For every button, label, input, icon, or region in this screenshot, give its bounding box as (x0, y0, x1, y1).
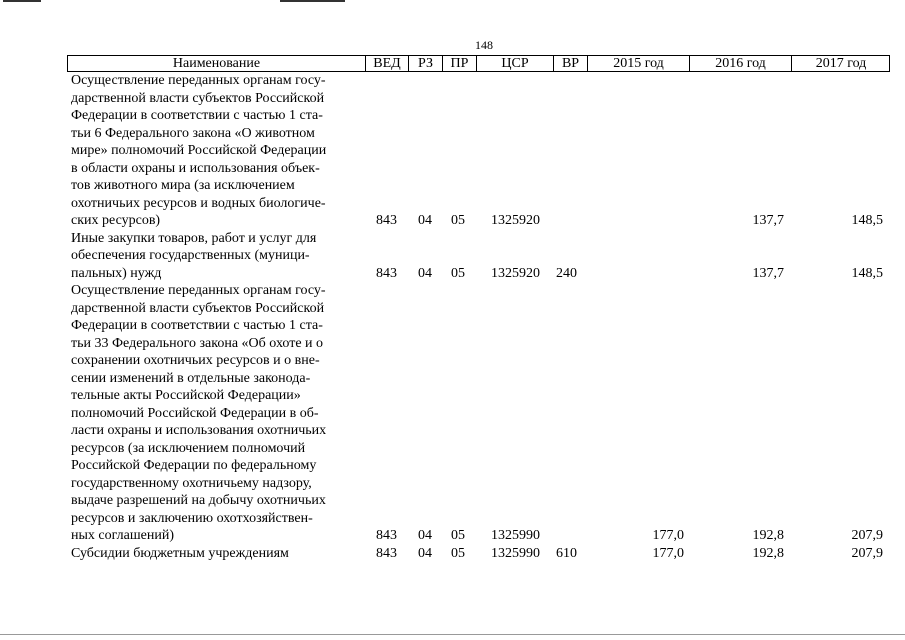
column-header-rz: РЗ (408, 56, 442, 71)
column-header-csr: ЦСР (476, 56, 553, 71)
row-name-line: полномочий Российской Федерации в об- (71, 405, 319, 421)
scan-artifact (280, 0, 345, 2)
row-name-line: охотничьих ресурсов и водных биологиче- (71, 195, 326, 211)
cell-pr: 05 (451, 213, 465, 228)
row-name-line: пальных) нужд (71, 265, 162, 281)
row-name-line: дарственной власти субъектов Российской (71, 90, 325, 106)
cell-pr: 05 (451, 265, 465, 281)
cell-ved: 843 (376, 213, 397, 228)
cell-y2016: 192,8 (752, 528, 784, 543)
row-name-line: сении изменений в отдельные законода- (71, 370, 311, 386)
row-name-line: Иные закупки товаров, работ и услуг для (71, 230, 317, 246)
cell-ved: 843 (376, 265, 397, 281)
cell-y2016: 192,8 (752, 545, 784, 561)
cell-ved: 843 (376, 545, 397, 561)
row-name-line: Субсидии бюджетным учреждениям (71, 545, 289, 561)
cell-vr: 240 (556, 265, 577, 281)
cell-csr: 1325990 (491, 528, 540, 543)
cell-y2017: 148,5 (851, 265, 883, 281)
page-number: 148 (475, 38, 493, 52)
row-name-line: сохранении охотничьих ресурсов и о вне- (71, 353, 320, 368)
table-row (0, 230, 905, 283)
row-name-line: Федерации в соответствии с частью 1 ста- (71, 318, 323, 333)
row-name-line: мире» полномочий Российской Федерации (71, 143, 327, 158)
row-name-line: Осуществление переданных органам госу- (71, 283, 326, 298)
cell-ved: 843 (376, 528, 397, 543)
table-row (0, 282, 905, 545)
cell-vr: 610 (556, 545, 577, 561)
row-name (71, 72, 361, 230)
cell-rz: 04 (418, 213, 432, 228)
scan-artifact (3, 0, 41, 2)
row-name-line: выдаче разрешений на добычу охотничьих (71, 493, 326, 508)
row-name-line: тов животного мира (за исключением (71, 178, 295, 193)
cell-y2015: 177,0 (652, 545, 684, 561)
row-name (71, 545, 361, 563)
column-header-vr: ВР (553, 56, 587, 71)
cell-y2016: 137,7 (752, 213, 784, 228)
cell-y2017: 207,9 (851, 545, 883, 561)
cell-csr: 1325920 (491, 213, 540, 228)
cell-pr: 05 (451, 545, 465, 561)
row-name-line: Российской Федерации по федеральному (71, 458, 317, 473)
cell-y2016: 137,7 (752, 265, 784, 281)
column-header-2016: 2016 год (689, 56, 791, 71)
row-name-line: государственному охотничьему надзору, (71, 475, 312, 491)
row-name (71, 230, 361, 283)
row-name-line: ских ресурсов) (71, 213, 161, 228)
cell-y2017: 207,9 (851, 528, 883, 543)
table-row (0, 545, 905, 563)
table-header (67, 55, 890, 72)
table-row (0, 72, 905, 230)
row-name-line: тьи 6 Федерального закона «О животном (71, 125, 315, 141)
cell-csr: 1325990 (491, 545, 540, 561)
column-header-ved: ВЕД (365, 56, 408, 71)
bottom-scan-edge (0, 634, 905, 635)
row-name-line: ресурсов и заключению охотхозяйствен- (71, 510, 313, 526)
column-header-2015: 2015 год (587, 56, 689, 71)
row-name-line: дарственной власти субъектов Российской (71, 300, 325, 316)
cell-rz: 04 (418, 545, 432, 561)
row-name-line: обеспечения государственных (муници- (71, 248, 310, 263)
row-name-line: ных соглашений) (71, 528, 174, 543)
cell-pr: 05 (451, 528, 465, 543)
cell-y2015: 177,0 (652, 528, 684, 543)
row-name-line: Федерации в соответствии с частью 1 ста- (71, 108, 323, 123)
column-header-2017: 2017 год (791, 56, 890, 71)
cell-y2017: 148,5 (851, 213, 883, 228)
row-name-line: тьи 33 Федерального закона «Об охоте и о (71, 335, 324, 351)
row-name (71, 282, 361, 545)
column-header-pr: ПР (442, 56, 476, 71)
row-name-line: ресурсов (за исключением полномочий (71, 440, 306, 456)
cell-rz: 04 (418, 265, 432, 281)
row-name-line: тельные акты Российской Федерации» (71, 388, 301, 403)
row-name-line: ласти охраны и использования охотничьих (71, 423, 327, 438)
row-name-line: Осуществление переданных органам госу- (71, 73, 326, 88)
cell-csr: 1325920 (491, 265, 540, 281)
column-header-name: Наименование (172, 56, 261, 71)
cell-rz: 04 (418, 528, 432, 543)
row-name-line: в области охраны и использования объек- (71, 160, 320, 176)
